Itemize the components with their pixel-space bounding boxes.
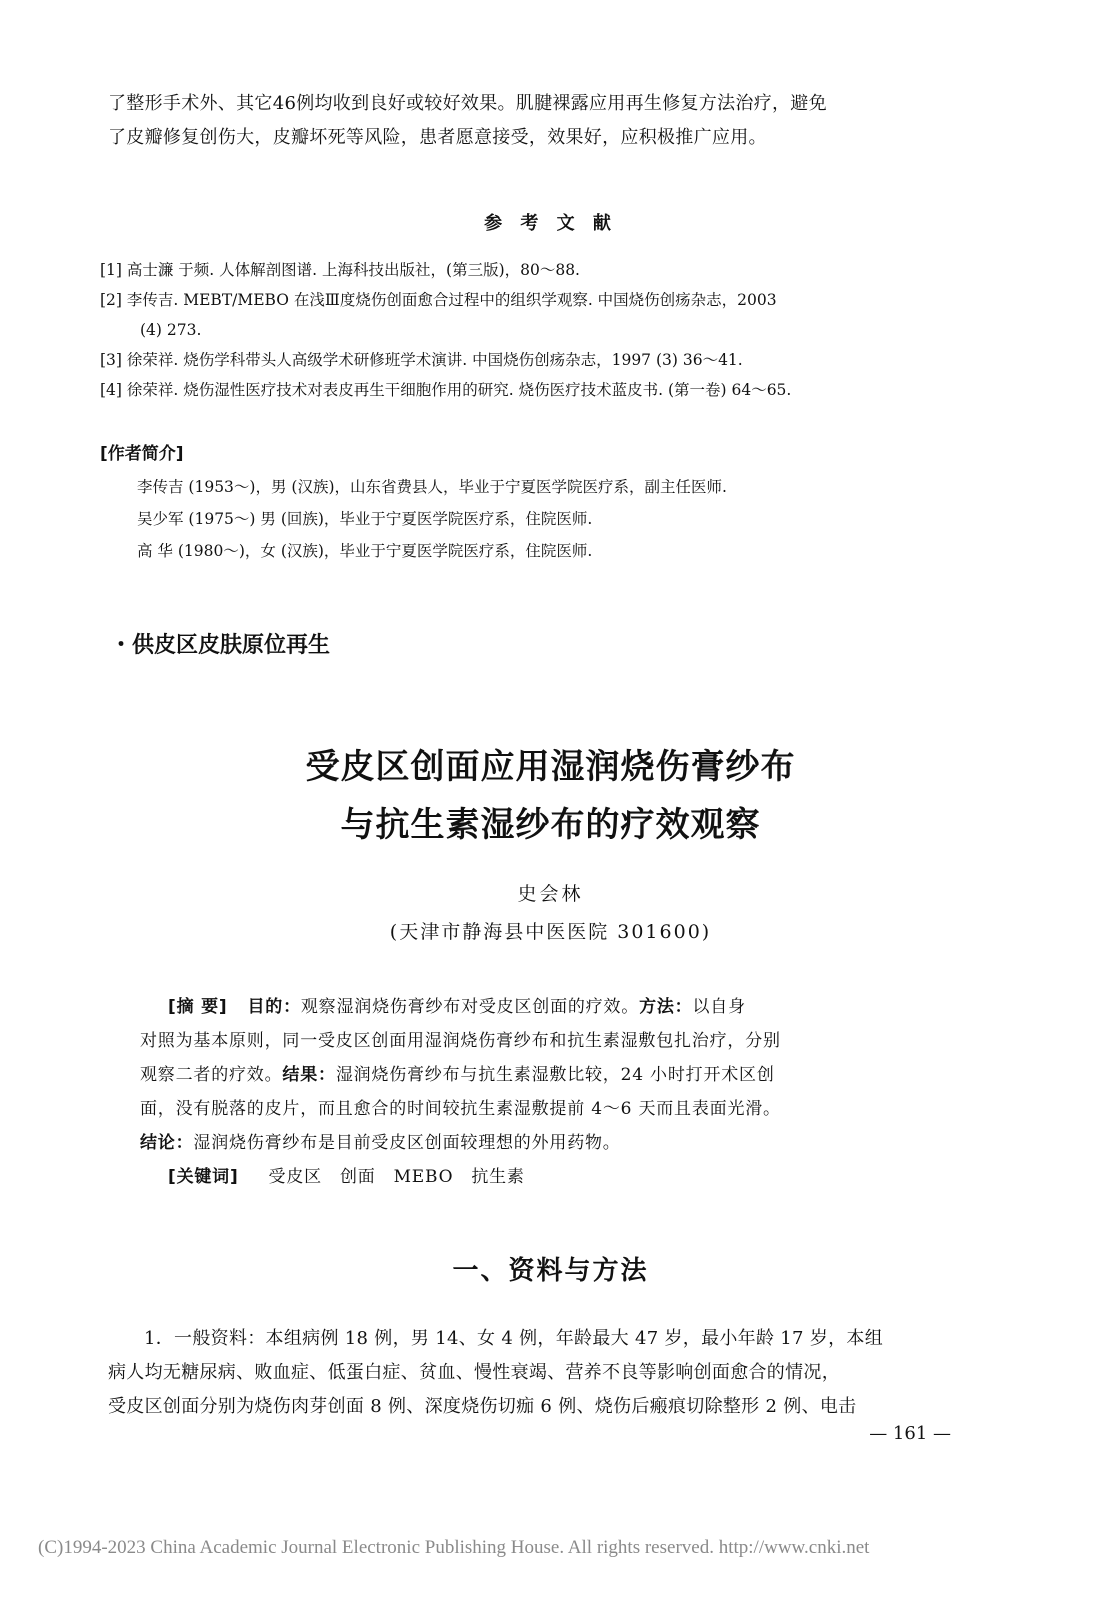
text-line: 了整形手术外、其它46例均收到良好或较好效果。肌腱裸露应用再生修复方法治疗，避免 [108,93,827,114]
conclusion-text: 湿润烧伤膏纱布是目前受皮区创面较理想的外用药物。 [193,1133,621,1153]
article-author: 史会林 [517,883,584,905]
author-intro-list [137,471,727,567]
purpose-text: 观察湿润烧伤膏纱布对受皮区创面的疗效。 [300,997,640,1017]
keyword: MEBO [393,1167,454,1187]
text-line: 受皮区创面分别为烧伤肉芽创面 8 例、深度烧伤切痂 6 例、烧伤后瘢痕切除整形 2 例、电击 [108,1396,857,1417]
text-line: 1．一般资料：本组病例 18 例，男 14、女 4 例，年龄最大 47 岁，最小年龄 17 岁，本组 [144,1328,884,1349]
result-text: 湿润烧伤膏纱布与抗生素湿敷比较，24 小时打开术区创 [335,1065,775,1085]
keywords-line [140,1160,940,1194]
abstract-line [140,990,940,1024]
text-line: 了皮瓣修复创伤大，皮瓣坏死等风险，患者愿意接受，效果好，应积极推广应用。 [108,127,767,148]
author-intro-entry: 高 华 (1980～)，女 (汉族)，毕业于宁夏医学院医疗系，住院医师. [137,542,593,560]
abstract-line [140,1126,940,1160]
reference-item-continued: (4) 273. [140,321,202,339]
abstract-line: 对照为基本原则，同一受皮区创面用湿润烧伤膏纱布和抗生素湿敷包扎治疗，分别 [140,1031,781,1051]
keyword: 抗生素 [471,1167,525,1187]
body-paragraph [108,1322,988,1424]
keyword: 创面 [339,1167,376,1187]
abstract [140,990,940,1194]
result-label: 结果： [282,1065,336,1085]
method-text: 以自身 [692,997,746,1017]
method-label: 方法： [639,997,693,1017]
article-title-line: 受皮区创面应用湿润烧伤膏纱布 [305,747,796,787]
reference-item: [3] 徐荣祥. 烧伤学科带头人高级学术研修班学术演讲. 中国烧伤创疡杂志，1997 (3) 36～41. [100,351,743,369]
keyword: 受皮区 [268,1167,322,1187]
references-heading: 参 考 文 献 [484,213,617,234]
top-paragraph [108,87,988,155]
author-intro-title: [作者简介] [100,444,184,464]
article-title [0,738,1101,854]
keywords-label: [关键词] [168,1167,239,1187]
section-tag: ・供皮区皮肤原位再生 [110,633,331,658]
purpose-label: 目的： [247,997,301,1017]
section-heading: 一、资料与方法 [452,1256,649,1286]
author-intro-entry: 李传吉 (1953～)，男 (汉族)，山东省费县人，毕业于宁夏医学院医疗系，副主任医师. [137,478,727,496]
copyright-footer: (C)1994-2023 China Academic Journal Electronic Publishing House. All rights reserved. http://www.cnki.net [38,1537,870,1558]
abstract-line [140,1058,940,1092]
reference-item: [4] 徐荣祥. 烧伤湿性医疗技术对表皮再生干细胞作用的研究. 烧伤医疗技术蓝皮书. (第一卷) 64～65. [100,381,792,399]
article-affiliation: (天津市静海县中医医院 301600) [389,921,712,943]
text-line: 病人均无糖尿病、败血症、低蛋白症、贫血、慢性衰竭、营养不良等影响创面愈合的情况， [108,1362,840,1383]
abstract-text: 观察二者的疗效。 [140,1065,283,1085]
article-title-line: 与抗生素湿纱布的疗效观察 [340,805,761,845]
conclusion-label: 结论： [140,1133,194,1153]
page-number: — 161 — [869,1423,951,1444]
abstract-line: 面，没有脱落的皮片，而且愈合的时间较抗生素湿敷提前 4～6 天而且表面光滑。 [140,1099,781,1119]
reference-item: [2] 李传吉. MEBT/MEBO 在浅Ⅲ度烧伤创面愈合过程中的组织学观察. 中国烧伤创疡杂志，2003 [100,291,777,309]
abstract-label: [摘 要] [168,997,228,1017]
reference-item: [1] 高士濂 于频. 人体解剖图谱. 上海科技出版社，(第三版)，80～88. [100,261,580,279]
author-intro-entry: 吴少军 (1975～) 男 (回族)，毕业于宁夏医学院医疗系，住院医师. [137,510,593,528]
reference-list [100,255,1000,405]
